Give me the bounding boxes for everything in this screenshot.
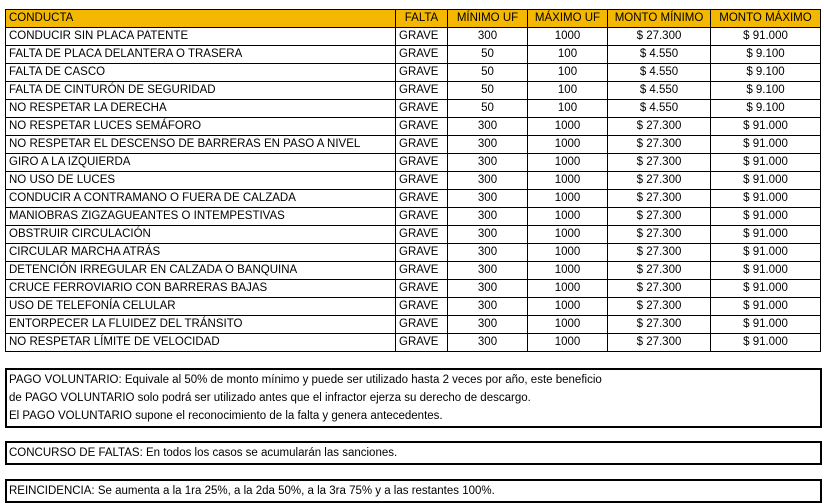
cell-max-uf: 100: [528, 46, 608, 64]
cell-min-uf: 300: [448, 262, 528, 280]
cell-falta: GRAVE: [396, 64, 448, 82]
cell-conduct: CONDUCIR A CONTRAMANO O FUERA DE CALZADA: [6, 190, 396, 208]
cell-conduct: CONDUCIR SIN PLACA PATENTE: [6, 28, 396, 46]
concurso-text: CONCURSO DE FALTAS: En todos los casos se acumularán las sanciones.: [9, 447, 398, 459]
cell-min-amount: $ 27.300: [608, 316, 711, 334]
cell-falta: GRAVE: [396, 28, 448, 46]
cell-max-uf: 1000: [528, 172, 608, 190]
table-row: [6, 82, 821, 100]
header-max-uf: MÁXIMO UF: [528, 10, 608, 28]
cell-min-amount: $ 27.300: [608, 208, 711, 226]
cell-falta: GRAVE: [396, 280, 448, 298]
reincidencia-text: REINCIDENCIA: Se aumenta a la 1ra 25%, a la 2da 50%, a la 3ra 75% y a las restantes 100%.: [9, 485, 495, 497]
cell-min-uf: 300: [448, 280, 528, 298]
cell-falta: GRAVE: [396, 172, 448, 190]
table-row: [6, 118, 821, 136]
cell-min-uf: 300: [448, 190, 528, 208]
cell-max-uf: 1000: [528, 262, 608, 280]
cell-falta: GRAVE: [396, 262, 448, 280]
cell-max-amount: $ 91.000: [711, 226, 821, 244]
cell-min-amount: $ 27.300: [608, 154, 711, 172]
cell-max-uf: 1000: [528, 334, 608, 352]
cell-max-uf: 1000: [528, 136, 608, 154]
cell-max-amount: $ 91.000: [711, 208, 821, 226]
table-row: [6, 208, 821, 226]
cell-falta: GRAVE: [396, 244, 448, 262]
cell-conduct: CRUCE FERROVIARIO CON BARRERAS BAJAS: [6, 280, 396, 298]
cell-conduct: FALTA DE CINTURÓN DE SEGURIDAD: [6, 82, 396, 100]
table-row: [6, 172, 821, 190]
voluntary-payment-line-2: de PAGO VOLUNTARIO solo podrá ser utilizado antes que el infractor ejerza su derecho de descargo.: [9, 392, 531, 404]
cell-falta: GRAVE: [396, 82, 448, 100]
cell-min-uf: 300: [448, 316, 528, 334]
table-row: [6, 46, 821, 64]
voluntary-payment-line-3: El PAGO VOLUNTARIO supone el reconocimiento de la falta y genera antecedentes.: [9, 410, 443, 422]
cell-min-amount: $ 27.300: [608, 172, 711, 190]
cell-max-amount: $ 91.000: [711, 118, 821, 136]
table-row: [6, 28, 821, 46]
table-row: [6, 280, 821, 298]
cell-max-uf: 1000: [528, 28, 608, 46]
cell-min-uf: 300: [448, 118, 528, 136]
cell-min-amount: $ 4.550: [608, 64, 711, 82]
cell-conduct: NO RESPETAR LUCES SEMÁFORO: [6, 118, 396, 136]
cell-min-amount: $ 27.300: [608, 136, 711, 154]
cell-max-uf: 1000: [528, 226, 608, 244]
cell-min-uf: 300: [448, 208, 528, 226]
cell-min-amount: $ 4.550: [608, 100, 711, 118]
cell-conduct: OBSTRUIR CIRCULACIÓN: [6, 226, 396, 244]
cell-max-uf: 1000: [528, 154, 608, 172]
cell-max-amount: $ 91.000: [711, 334, 821, 352]
cell-falta: GRAVE: [396, 208, 448, 226]
cell-max-amount: $ 91.000: [711, 280, 821, 298]
cell-max-amount: $ 91.000: [711, 154, 821, 172]
fines-table: [5, 9, 821, 352]
cell-min-uf: 300: [448, 226, 528, 244]
cell-max-amount: $ 91.000: [711, 244, 821, 262]
cell-min-amount: $ 27.300: [608, 190, 711, 208]
cell-falta: GRAVE: [396, 316, 448, 334]
cell-min-uf: 300: [448, 136, 528, 154]
cell-conduct: NO USO DE LUCES: [6, 172, 396, 190]
table-row: [6, 334, 821, 352]
cell-max-amount: $ 91.000: [711, 298, 821, 316]
cell-min-uf: 300: [448, 244, 528, 262]
cell-max-uf: 1000: [528, 316, 608, 334]
reincidencia-note: [5, 479, 822, 503]
cell-falta: GRAVE: [396, 190, 448, 208]
cell-max-uf: 1000: [528, 190, 608, 208]
cell-max-uf: 100: [528, 82, 608, 100]
cell-min-uf: 50: [448, 82, 528, 100]
cell-conduct: NO RESPETAR LÍMITE DE VELOCIDAD: [6, 334, 396, 352]
cell-conduct: NO RESPETAR LA DERECHA: [6, 100, 396, 118]
cell-max-uf: 1000: [528, 244, 608, 262]
cell-max-uf: 100: [528, 64, 608, 82]
cell-min-amount: $ 27.300: [608, 334, 711, 352]
cell-min-amount: $ 27.300: [608, 262, 711, 280]
cell-min-uf: 300: [448, 334, 528, 352]
table-row: [6, 100, 821, 118]
table-row: [6, 316, 821, 334]
cell-min-amount: $ 27.300: [608, 298, 711, 316]
cell-conduct: USO DE TELEFONÍA CELULAR: [6, 298, 396, 316]
cell-max-amount: $ 91.000: [711, 136, 821, 154]
cell-max-uf: 1000: [528, 208, 608, 226]
cell-max-uf: 1000: [528, 280, 608, 298]
cell-min-amount: $ 4.550: [608, 82, 711, 100]
cell-min-uf: 50: [448, 46, 528, 64]
table-row: [6, 226, 821, 244]
table-header-row: [6, 10, 821, 28]
cell-max-amount: $ 9.100: [711, 100, 821, 118]
cell-min-amount: $ 27.300: [608, 280, 711, 298]
cell-conduct: DETENCIÓN IRREGULAR EN CALZADA O BANQUINA: [6, 262, 396, 280]
cell-max-uf: 100: [528, 100, 608, 118]
cell-falta: GRAVE: [396, 118, 448, 136]
cell-conduct: CIRCULAR MARCHA ATRÁS: [6, 244, 396, 262]
table-row: [6, 190, 821, 208]
table-row: [6, 262, 821, 280]
cell-min-amount: $ 27.300: [608, 28, 711, 46]
cell-min-uf: 300: [448, 154, 528, 172]
voluntary-payment-note: [5, 368, 822, 428]
cell-conduct: MANIOBRAS ZIGZAGUEANTES O INTEMPESTIVAS: [6, 208, 396, 226]
cell-min-uf: 300: [448, 172, 528, 190]
voluntary-payment-line-1: PAGO VOLUNTARIO: Equivale al 50% de monto mínimo y puede ser utilizado hasta 2 veces por año, este beneficio: [9, 374, 602, 386]
cell-max-amount: $ 9.100: [711, 82, 821, 100]
cell-max-amount: $ 91.000: [711, 262, 821, 280]
cell-conduct: NO RESPETAR EL DESCENSO DE BARRERAS EN PASO A NIVEL: [6, 136, 396, 154]
cell-max-amount: $ 91.000: [711, 316, 821, 334]
header-falta: FALTA: [396, 10, 448, 28]
table-row: [6, 136, 821, 154]
cell-min-uf: 50: [448, 100, 528, 118]
cell-min-uf: 300: [448, 28, 528, 46]
cell-min-amount: $ 27.300: [608, 226, 711, 244]
cell-conduct: FALTA DE PLACA DELANTERA O TRASERA: [6, 46, 396, 64]
table-row: [6, 64, 821, 82]
concurso-note: [5, 441, 822, 465]
cell-min-uf: 50: [448, 64, 528, 82]
header-max-amount: MONTO MÁXIMO: [711, 10, 821, 28]
cell-max-amount: $ 9.100: [711, 46, 821, 64]
cell-max-uf: 1000: [528, 298, 608, 316]
cell-max-uf: 1000: [528, 118, 608, 136]
cell-min-amount: $ 4.550: [608, 46, 711, 64]
cell-min-amount: $ 27.300: [608, 118, 711, 136]
table-row: [6, 154, 821, 172]
cell-falta: GRAVE: [396, 46, 448, 64]
table-row: [6, 298, 821, 316]
cell-max-amount: $ 9.100: [711, 64, 821, 82]
cell-min-amount: $ 27.300: [608, 244, 711, 262]
cell-conduct: FALTA DE CASCO: [6, 64, 396, 82]
table-row: [6, 244, 821, 262]
header-conduct: CONDUCTA: [6, 10, 396, 28]
header-min-amount: MONTO MÍNIMO: [608, 10, 711, 28]
cell-conduct: ENTORPECER LA FLUIDEZ DEL TRÁNSITO: [6, 316, 396, 334]
cell-falta: GRAVE: [396, 226, 448, 244]
fines-table-body: [6, 28, 821, 352]
cell-min-uf: 300: [448, 298, 528, 316]
header-min-uf: MÍNIMO UF: [448, 10, 528, 28]
cell-falta: GRAVE: [396, 136, 448, 154]
cell-falta: GRAVE: [396, 154, 448, 172]
cell-max-amount: $ 91.000: [711, 172, 821, 190]
cell-max-amount: $ 91.000: [711, 190, 821, 208]
cell-conduct: GIRO A LA IZQUIERDA: [6, 154, 396, 172]
cell-max-amount: $ 91.000: [711, 28, 821, 46]
cell-falta: GRAVE: [396, 298, 448, 316]
cell-falta: GRAVE: [396, 334, 448, 352]
cell-falta: GRAVE: [396, 100, 448, 118]
